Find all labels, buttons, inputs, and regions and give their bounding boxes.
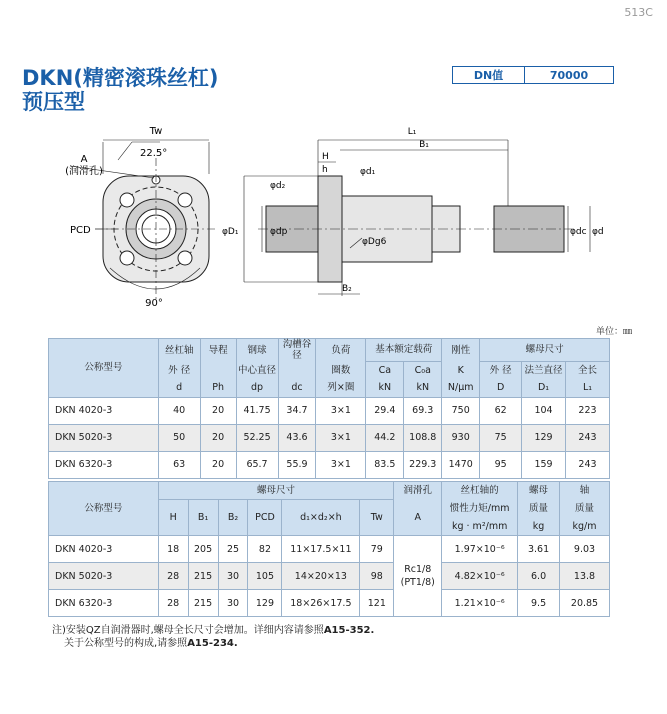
t1-header-c0a-unit: kN [404,379,442,397]
label-dg6: φDg6 [362,237,387,247]
table-cell: 83.5 [366,451,404,478]
table-cell: 3×1 [316,424,366,451]
t1-header-len-2: L₁ [565,379,609,397]
label-a: A [80,154,88,165]
table-cell: 108.8 [404,424,442,451]
label-angle-1: 22.5° [140,148,168,159]
t1-header-flange-2: D₁ [522,379,566,397]
label-b1: B₁ [419,140,429,150]
footnote-1-ref: A15-352. [323,625,375,636]
table-cell: 30 [218,590,248,617]
table-row [49,397,610,424]
table-cell: 98 [360,563,394,590]
t1-header-shaft-3: d [158,379,200,397]
table-cell: 129 [522,424,566,451]
label-d1: φd₁ [360,167,376,177]
table-cell: 69.3 [404,397,442,424]
table-cell: 20 [200,424,236,451]
side-view [244,140,590,296]
label-tw: Tw [149,126,163,137]
label-flange-diameter: φD₁ [222,227,239,237]
label-l1: L₁ [407,127,417,137]
label-d: φd [592,227,604,237]
table-cell: 215 [188,563,218,590]
table-cell: 30 [218,563,248,590]
t1-header-rated: 基本额定载荷 [366,339,442,362]
table-cell: 75 [480,424,522,451]
table-cell: 62 [480,397,522,424]
label-b2: B₂ [342,284,352,294]
t2-header-inertia-unit: kg · m²/mm [442,518,518,536]
table-cell: 105 [248,563,282,590]
label-h-lower: h [322,165,328,175]
table-cell: 82 [248,536,282,563]
table-cell: 29.4 [366,397,404,424]
t1-header-len: 全长 [565,361,609,379]
model-cell: DKN 6320-3 [49,590,159,617]
t1-header-groove-3: dc [278,379,316,397]
model-cell: DKN 4020-3 [49,397,159,424]
t1-header-shaft-2: 外 径 [158,361,200,379]
t2-header-b1: B₁ [188,500,218,536]
table-cell: 43.6 [278,424,316,451]
spec-table-2 [48,481,610,617]
label-pcd: PCD [70,225,91,236]
model-cell: DKN 6320-3 [49,451,159,478]
t1-header-groove: 沟槽谷径 [278,339,316,362]
t2-header-lube: 润滑孔 [394,482,442,500]
t1-header-shaft: 丝杠轴 [158,339,200,362]
t2-header-pcd: PCD [248,500,282,536]
t1-header-lead-3: Ph [200,379,236,397]
lube-hole-cell [394,536,442,617]
table-cell: 205 [188,536,218,563]
table-row [49,536,610,563]
t2-header-holes: d₁×d₂×h [282,500,360,536]
t2-header-lube-a: A [394,500,442,536]
t1-header-ball-3: dp [236,379,278,397]
table-cell: 18×26×17.5 [282,590,360,617]
table-row [49,563,610,590]
label-dp: φdp [270,227,288,237]
table-cell: 223 [565,397,609,424]
front-view [70,140,217,300]
label-d2: φd₂ [270,181,286,191]
label-h-upper: H [322,152,329,162]
table-cell: 9.5 [518,590,560,617]
table-cell: 28 [158,590,188,617]
table-cell: 20 [200,397,236,424]
unit-label: 单位：㎜ [596,327,633,337]
table-cell: 20.85 [560,590,610,617]
title-line-1: DKN(精密滚珠丝杠) [22,66,219,90]
table-cell: 25 [218,536,248,563]
table-cell: 121 [360,590,394,617]
t1-header-rigid-3: N/μm [442,379,480,397]
table-cell: 229.3 [404,451,442,478]
table-cell: 9.03 [560,536,610,563]
t1-header-groove-2 [278,361,316,379]
t1-header-load-3: 列×圈 [316,379,366,397]
t2-header-inertia-2: 惯性力矩/mm [442,500,518,518]
table-cell: 11×17.5×11 [282,536,360,563]
table-cell: 4.82×10⁻⁶ [442,563,518,590]
t1-header-lead-2 [200,361,236,379]
table-cell: 3.61 [518,536,560,563]
label-angle-2: 90° [145,298,163,309]
table-cell: 28 [158,563,188,590]
bolt-hole [178,193,192,207]
t1-header-ca: Ca [366,361,404,379]
title-line-2: 预压型 [22,90,85,114]
table-row [49,424,610,451]
table-cell: 3×1 [316,397,366,424]
bolt-hole [178,251,192,265]
t2-header-h: H [158,500,188,536]
table-cell: 13.8 [560,563,610,590]
table-cell: 215 [188,590,218,617]
t2-header-nut: 螺母尺寸 [158,482,394,500]
dn-value: 70000 [549,68,589,82]
t1-header-ca-unit: kN [366,379,404,397]
t2-header-nutmass: 螺母 [518,482,560,500]
t1-header-load-2: 圈数 [316,361,366,379]
table-cell: 243 [565,451,609,478]
t2-header-nutmass-2: 质量 [518,500,560,518]
table-cell: 79 [360,536,394,563]
model-cell: DKN 5020-3 [49,563,159,590]
t1-header-flange: 法兰直径 [522,361,566,379]
t1-header-nut: 螺母尺寸 [480,339,610,362]
footnote-1-text: 注)安装QZ自润滑器时,螺母全长尺寸会增加。详细内容请参照 [52,625,324,636]
footnote-2-text: 关于公称型号的构成,请参照 [64,638,188,649]
table-cell: 50 [158,424,200,451]
t2-header-b2: B₂ [218,500,248,536]
footnote-2 [52,637,374,650]
table-cell: 129 [248,590,282,617]
lube-hole-value: Rc1/8 [404,564,432,575]
dn-value-box [452,66,614,84]
table-cell: 95 [480,451,522,478]
table-cell: 159 [522,451,566,478]
footnotes [52,624,374,650]
table-cell: 930 [442,424,480,451]
table-cell: 3×1 [316,451,366,478]
table-cell: 52.25 [236,424,278,451]
t1-header-rigid: 刚性 [442,339,480,362]
t2-header-shaftmass-2: 质量 [560,500,610,518]
t1-header-model: 公称型号 [49,339,159,398]
spec-table-1 [48,338,610,479]
dn-label: DN值 [453,67,525,83]
t1-header-lead: 导程 [200,339,236,362]
table-cell: 44.2 [366,424,404,451]
t1-header-ball-2: 中心直径 [236,361,278,379]
label-dc: φdc [570,227,587,237]
bolt-hole [120,251,134,265]
table-cell: 1470 [442,451,480,478]
table-cell: 6.0 [518,563,560,590]
t2-header-shaftmass: 轴 [560,482,610,500]
table-cell: 63 [158,451,200,478]
table-cell: 34.7 [278,397,316,424]
table-cell: 65.7 [236,451,278,478]
table-cell: 750 [442,397,480,424]
bolt-hole [120,193,134,207]
t1-header-od-2: D [480,379,522,397]
footnote-1 [52,624,374,637]
page-number: 513C [624,6,653,19]
t2-header-shaftmass-unit: kg/m [560,518,610,536]
t1-header-ball: 钢球 [236,339,278,362]
t2-header-nutmass-unit: kg [518,518,560,536]
page-title [22,66,218,114]
technical-drawing [0,118,667,318]
t2-header-model: 公称型号 [49,482,159,536]
table-cell: 40 [158,397,200,424]
model-cell: DKN 5020-3 [49,424,159,451]
table-cell: 1.21×10⁻⁶ [442,590,518,617]
table-cell: 20 [200,451,236,478]
table-row [49,590,610,617]
table-cell: 18 [158,536,188,563]
t1-header-od: 外 径 [480,361,522,379]
footnote-2-ref: A15-234. [187,638,238,649]
table-row [49,451,610,478]
t1-header-c0a: C₀a [404,361,442,379]
table-cell: 55.9 [278,451,316,478]
model-cell: DKN 4020-3 [49,536,159,563]
t1-header-rigid-2: K [442,361,480,379]
t1-header-load: 负荷 [316,339,366,362]
table-cell: 14×20×13 [282,563,360,590]
table-cell: 1.97×10⁻⁶ [442,536,518,563]
table-cell: 41.75 [236,397,278,424]
label-lube-hole: (润滑孔) [65,166,103,177]
lube-hole-value: (PT1/8) [400,577,435,588]
t2-header-inertia: 丝杠轴的 [442,482,518,500]
table-cell: 243 [565,424,609,451]
t2-header-tw: Tw [360,500,394,536]
table-cell: 104 [522,397,566,424]
